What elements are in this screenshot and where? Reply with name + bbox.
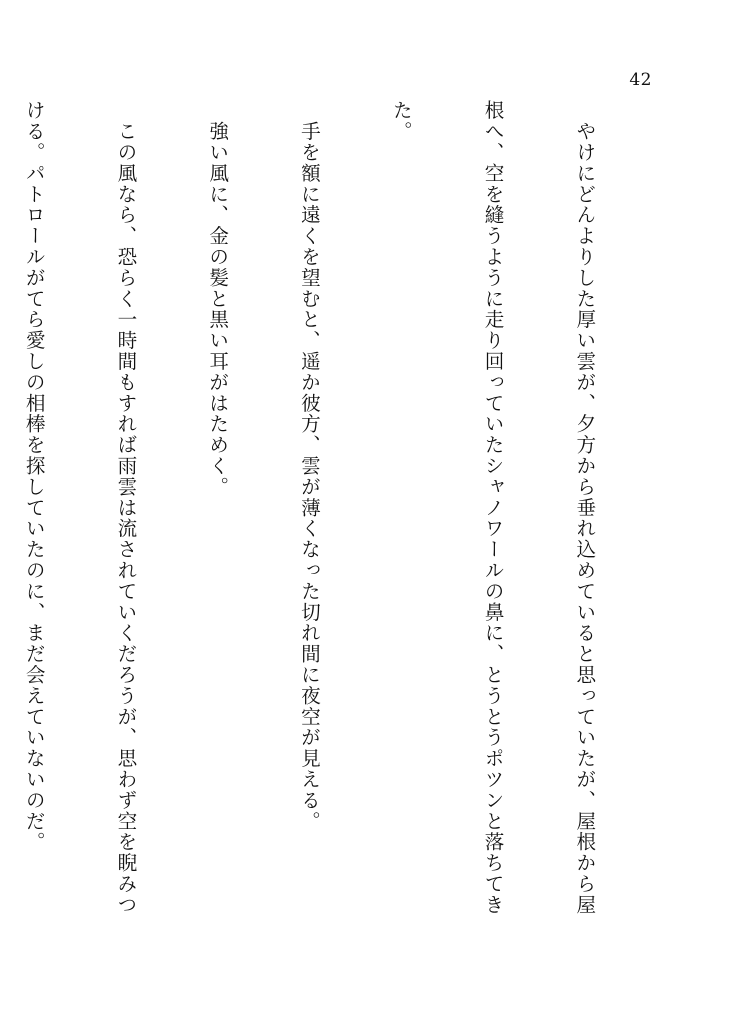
text-line: た。	[389, 100, 413, 142]
text-line: やけにどんよりした厚い雲が、夕方から垂れ込めていると思っていたが、屋根から屋	[572, 100, 596, 916]
text-line: この風なら、恐らく一時間もすれば雨雲は流されていくだろうが、思わず空を睨みつ	[113, 100, 137, 916]
vertical-text-body	[22, 100, 660, 980]
text-line: ける。パトロールがてら愛しの相棒を探していたのに、まだ会えていないのだ。	[22, 100, 46, 853]
page-number: 42	[629, 70, 652, 90]
text-line: 手を額に遠くを望むと、遥か彼方、雲が薄くなった切れ間に夜空が見える。	[297, 100, 321, 832]
text-line: 根へ、空を縫うように走り回っていたシャノワールの鼻に、とうとうポツンと落ちてき	[481, 100, 505, 916]
text-line: 強い風に、金の髪と黒い耳がはためく。	[205, 100, 229, 498]
